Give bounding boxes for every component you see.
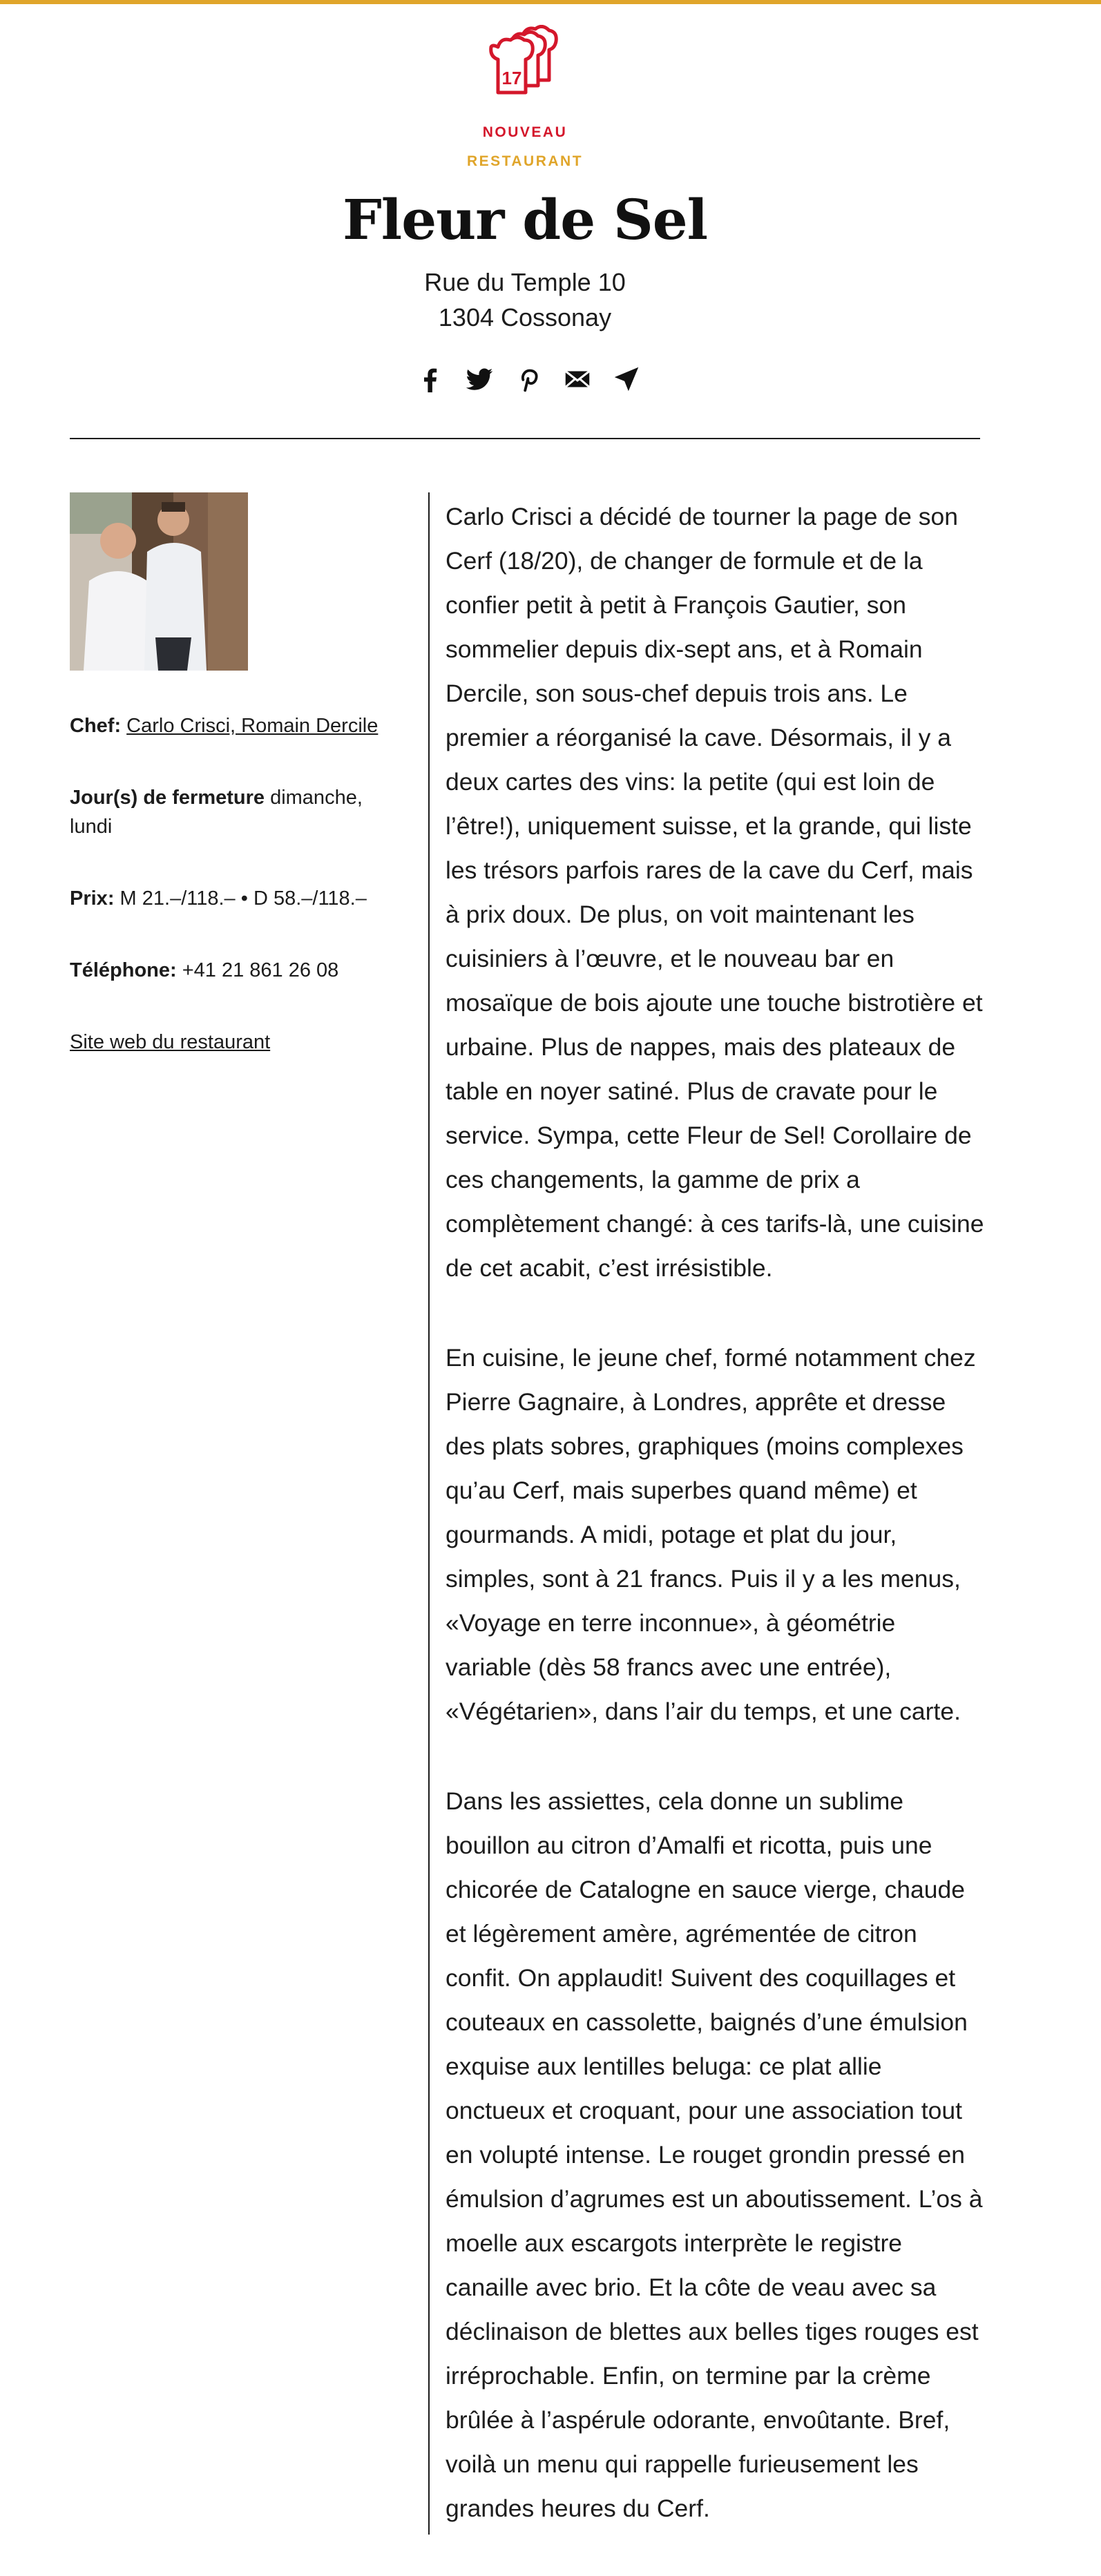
new-badge-line2: RESTAURANT bbox=[466, 153, 584, 169]
new-badge-line1: NOUVEAU bbox=[482, 124, 568, 140]
chef-names-link[interactable]: Carlo Crisci, Romain Dercile bbox=[126, 715, 379, 737]
logo-number: 17 bbox=[501, 68, 522, 88]
closing-days-value: dimanche, lundi bbox=[70, 787, 363, 838]
price-value: M 21.–/118.– • D 58.–/118.– bbox=[119, 887, 367, 910]
restaurant-website-link[interactable]: Site web du restaurant bbox=[70, 1031, 271, 1053]
price-label: Prix: bbox=[70, 887, 115, 910]
closing-days-info bbox=[70, 783, 394, 841]
share-bar bbox=[414, 362, 642, 396]
header-divider bbox=[70, 438, 980, 439]
address-street: Rue du Temple 10 bbox=[424, 268, 626, 296]
mail-icon[interactable] bbox=[562, 363, 593, 395]
chef-info bbox=[70, 711, 394, 740]
closing-days-label: Jour(s) de fermeture bbox=[70, 787, 265, 809]
phone-info bbox=[70, 956, 394, 985]
location-arrow-icon[interactable] bbox=[611, 363, 642, 395]
review-paragraph-1: Carlo Crisci a décidé de tourner la page de son Cerf (18/20), de changer de formule et de la confier petit à petit à François Gautier, son sommelier depuis dix-sept ans, et à Romain Dercile, son sous-chef depuis trois ans. Le premier a réorganisé la cave. Désormais, il y a deux cartes des vins: la petite (qui est loin de l’être!), uniquement suisse, et la grande, qui liste les trésors parfois rares de la cave du Cerf, mais à prix doux. De plus, on voit maintenant les cuisiniers à l’œuvre, et le nouveau bar en mosaïque de bois ajoute une touche bistrotière et urbaine. Plus de nappes, mais des plateaux de table en noyer satiné. Plus de cravate pour le service. Sympa, cette Fleur de Sel! Corollaire de ces changements, la gamme de prix a complètement changé: à ces tarifs-là, une cuisine de cet acabit, c’est irrésistible. bbox=[446, 503, 984, 1282]
review-paragraph-2: En cuisine, le jeune chef, formé notamment chez Pierre Gagnaire, à Londres, apprête et dresse des plats sobres, graphiques (moins complexes qu’au Cerf, mais superbes quand même) et gourmands. A midi, potage et plat du jour, simples, sont à 21 francs. Puis il y a les menus, «Voyage en terre inconnue», à géométrie variable (dès 58 francs avec une entrée), «Végétarien», dans l’air du temps, et une carte. bbox=[446, 1344, 976, 1725]
website-info bbox=[70, 1028, 394, 1057]
chef-label: Chef: bbox=[70, 715, 122, 737]
restaurant-title: Fleur de Sel bbox=[343, 187, 707, 252]
address-city: 1304 Cossonay bbox=[438, 303, 612, 331]
gaultmillau-toques-logo bbox=[487, 25, 563, 115]
phone-label: Téléphone: bbox=[70, 959, 177, 981]
price-info bbox=[70, 884, 394, 913]
top-accent-bar bbox=[0, 0, 1101, 4]
facebook-icon[interactable] bbox=[414, 363, 446, 395]
phone-value[interactable]: +41 21 861 26 08 bbox=[182, 959, 339, 981]
review-paragraph-3: Dans les assiettes, cela donne un sublime bouillon au citron d’Amalfi et ricotta, puis une chicorée de Catalogne en sauce vierge, chaude et légèrement amère, agrémentée de citron confit. On applaudit! Suivent des coquillages et couteaux en cassolette, baignés d’une émulsion exquise aux lentilles beluga: ce plat allie onctueux et croquant, pour une association tout en volupté intense. Le rouget grondin pressé en émulsion d’agrumes est un aboutissement. L’os à moelle aux escargots interprète le registre canaille avec brio. Et la côte de veau avec sa déclinaison de blettes aux belles tiges rouges est irréprochable. Enfin, on termine par la crème brûlée à l’aspérule odorante, envoûtante. Bref, voilà un menu qui rappelle furieusement les grandes heures du Cerf. bbox=[446, 1787, 983, 2522]
twitter-icon[interactable] bbox=[463, 363, 495, 395]
pinterest-icon[interactable] bbox=[513, 363, 544, 395]
column-divider bbox=[428, 492, 430, 2535]
chefs-photo bbox=[70, 492, 248, 671]
review-text bbox=[446, 494, 984, 2576]
